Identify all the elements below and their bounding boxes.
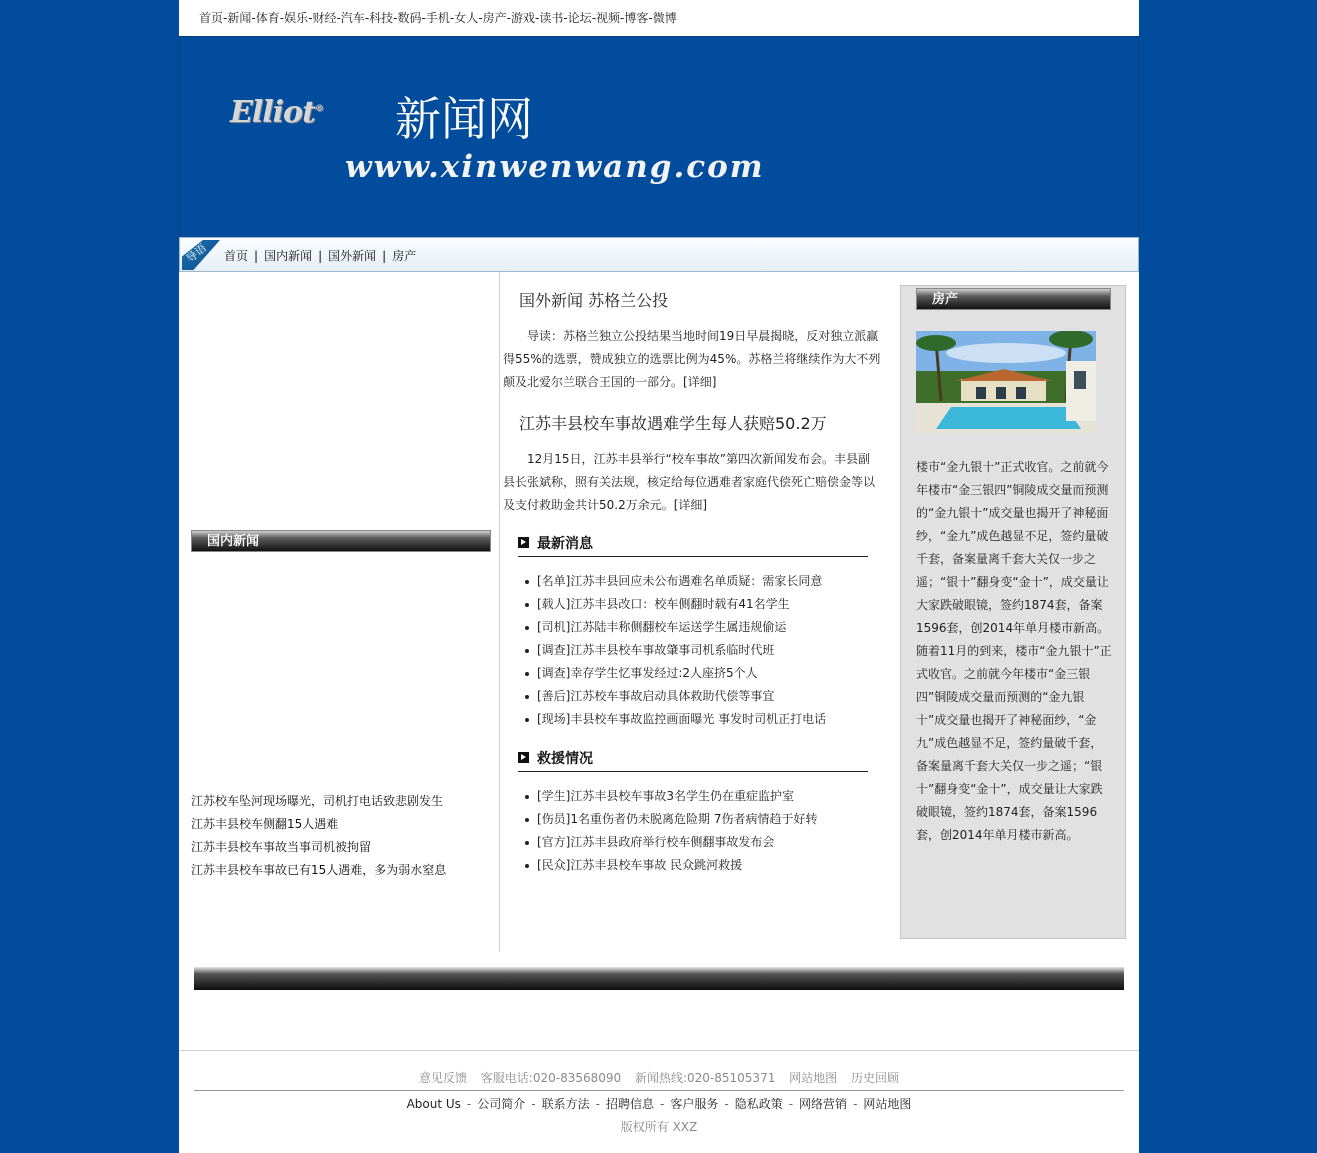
realestate-paragraph-1: 楼市“金九银十”正式收官。之前就今年楼市“金三银四”铜陵成交量而预测的“金九银十”成交量也揭开了神秘面纱，“金九”成色越显不足，签约量破千套，备案量离千套大关仅一步之遥；“银十”翻身变“金十”，成交量让大家跌破眼镜，签约1874套，备案1596套，创2014年单月楼市新高。 [916,460,1110,635]
top-nav-item[interactable]: 财经 [312,11,337,25]
guide-link-foreign[interactable]: 国外新闻 [328,249,377,263]
top-nav-item[interactable]: 数码 [397,11,422,25]
top-nav-item[interactable]: 视频 [596,11,621,25]
guide-links: 首页 | 国内新闻 | 国外新闻 | 房产 [224,249,417,263]
footer-link-contact[interactable]: 联系方法 [541,1097,590,1111]
top-nav-item[interactable]: 微博 [652,11,677,25]
logo-mark: ® [314,104,323,114]
top-nav-item[interactable]: 汽车 [340,11,365,25]
list-item[interactable]: [善后]江苏校车事故启动具体救助代偿等事宜 [537,685,826,708]
list-item[interactable]: [调查]江苏丰县校车事故肇事司机系临时代班 [537,639,826,662]
guide-link-home[interactable]: 首页 [224,249,249,263]
article1-text: 导读：苏格兰独立公投结果当地时间19日早晨揭晓，反对独立派赢得55%的选票，赞成独立的选票比例为45%。苏格兰将继续作为大不列颠及北爱尔兰联合王国的一部分。 [503,329,881,389]
top-nav-item[interactable]: 新闻 [227,11,252,25]
site-url: www.xinwenwang.com [345,149,765,185]
article1-title[interactable]: 国外新闻 苏格兰公投 [519,291,669,310]
rescue-heading [518,747,868,772]
top-nav-item[interactable]: 手机 [425,11,450,25]
footer-info-row [179,1069,1139,1086]
footer-links-row: About Us - 公司简介 - 联系方法 - 招聘信息 - 客户服务 - 隐私政策 - 网络营销 - 网站地图 [406,1097,912,1111]
banner [179,36,1139,238]
list-item[interactable]: [现场]丰县校车事故监控画面曝光 事发时司机正打电话 [537,708,826,731]
article1-more-link[interactable]: [详细] [683,375,717,389]
list-item[interactable]: [学生]江苏丰县校车事故3名学生仍在重症监护室 [537,785,817,808]
footer-divider [179,1050,1139,1051]
footer-link-jobs[interactable]: 招聘信息 [605,1097,654,1111]
realestate-text [916,456,1114,847]
page [179,0,1139,1153]
arrow-box-icon [518,537,529,548]
guide-link-domestic[interactable]: 国内新闻 [264,249,313,263]
list-item[interactable]: [名单]江苏丰县回应未公布遇难名单质疑：需家长同意 [537,570,826,593]
domestic-news-list [191,790,446,882]
right-column [900,285,1126,939]
footer-divider [194,1090,1124,1091]
guide-tag-label: 导语 [183,241,209,266]
article2-title[interactable]: 江苏丰县校车事故遇难学生每人获赔50.2万 [519,414,827,433]
footer-link-about[interactable]: About Us [406,1097,461,1111]
top-nav-item[interactable]: 论坛 [567,11,592,25]
article1-body [503,325,881,394]
article2-more-link[interactable]: [详细] [673,498,708,512]
history-link[interactable]: 历史回顾 [851,1071,900,1085]
list-item[interactable]: 江苏丰县校车事故已有15人遇难，多为弱水窒息 [191,863,447,877]
realestate-heading[interactable]: 房产 [916,288,1111,310]
top-nav-item[interactable]: 房产 [482,11,507,25]
top-nav-item[interactable]: 女人 [454,11,479,25]
logo-text: Elliot [230,95,315,130]
top-nav-item[interactable]: 读书 [539,11,564,25]
article2-text: 12月15日，江苏丰县举行“校车事故”第四次新闻发布会。丰县副县长张斌称，照有关法规，核定给每位遇难者家庭代偿死亡赔偿金等以及支付救助金共计50.2万余元。 [503,452,876,512]
latest-news-heading [518,532,868,557]
top-nav-item[interactable]: 游戏 [510,11,535,25]
top-nav-item[interactable]: 娱乐 [284,11,309,25]
top-nav-item[interactable]: 科技 [369,11,394,25]
list-item[interactable]: [司机]江苏陆丰称侧翻校车运送学生属违规偷运 [537,616,826,639]
service-phone: 客服电话:020-83568090 [480,1071,622,1085]
news-hotline: 新闻热线:020-85105371 [634,1071,776,1085]
list-item[interactable]: [民众]江苏丰县校车事故 民众跳河救援 [537,854,817,877]
footer-link-company[interactable]: 公司简介 [477,1097,526,1111]
logo[interactable] [230,95,323,130]
feedback-link[interactable]: 意见反馈 [418,1071,467,1085]
footer-bar [194,967,1124,990]
list-item[interactable]: [调查]幸存学生忆事发经过:2人座挤5个人 [537,662,826,685]
latest-news-list [537,570,826,731]
rescue-heading-text: 救援情况 [537,751,593,767]
article2-body [503,448,881,517]
footer-link-service[interactable]: 客户服务 [670,1097,719,1111]
footer-link-sitemap[interactable]: 网站地图 [863,1097,912,1111]
top-nav: 首页-新闻-体育-娱乐-财经-汽车-科技-数码-手机-女人-房产-游戏-读书-论坛-视频-博客-微博 [199,11,677,25]
realestate-paragraph-2: 随着11月的到来，楼市“金九银十”正式收官。之前就今年楼市“金三银四”铜陵成交量而预测的“金九银十”成交量也揭开了神秘面纱，“金九”成色越显不足，签约量破千套，备案量离千套大关仅一步之遥；“银十”翻身变“金十”，成交量让大家跌破眼镜，签约1874套，备案1596套，创2014年单月楼市新高。 [916,644,1112,842]
sitemap-link[interactable]: 网站地图 [789,1071,838,1085]
guide-link-realestate[interactable]: 房产 [392,249,417,263]
footer-link-marketing[interactable]: 网络营销 [799,1097,848,1111]
latest-news-heading-text: 最新消息 [537,536,593,552]
guide-bar [179,237,1139,272]
site-title: 新闻网 [395,92,533,146]
list-item[interactable]: [载人]江苏丰县改口：校车侧翻时载有41名学生 [537,593,826,616]
list-item[interactable]: [官方]江苏丰县政府举行校车侧翻事故发布会 [537,831,817,854]
house-pool-image[interactable] [916,331,1096,433]
list-item[interactable]: 江苏丰县校车侧翻15人遇难 [191,817,339,831]
domestic-news-heading[interactable]: 国内新闻 [191,530,491,552]
top-nav-item[interactable]: 首页 [199,11,224,25]
list-item[interactable]: 江苏校车坠河现场曝光，司机打电话致悲剧发生 [191,794,444,808]
rescue-list [537,785,817,877]
top-nav-item[interactable]: 博客 [624,11,649,25]
footer-link-privacy[interactable]: 隐私政策 [734,1097,783,1111]
arrow-box-icon [518,752,529,763]
copyright: 版权所有 XXZ [620,1120,698,1134]
top-nav-item[interactable]: 体育 [255,11,280,25]
list-item[interactable]: [伤员]1名重伤者仍未脱离危险期 7伤者病情趋于好转 [537,808,817,831]
list-item[interactable]: 江苏丰县校车事故当事司机被拘留 [191,840,372,854]
left-column [179,272,500,952]
